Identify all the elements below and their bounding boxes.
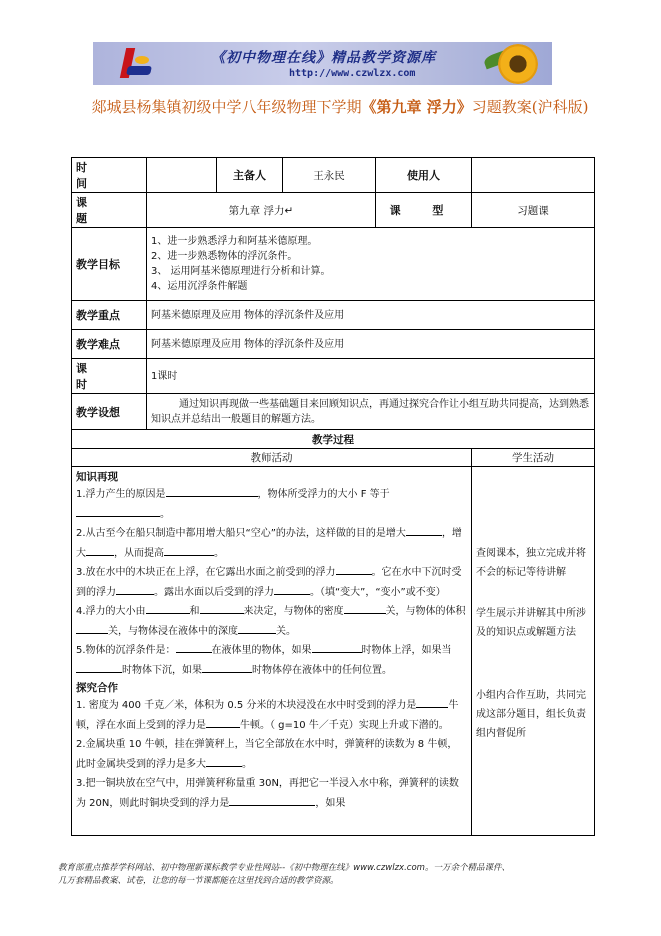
- logo-icon: [119, 48, 153, 80]
- title-part-2: 《第九章 浮力》: [361, 98, 472, 116]
- student-note: 小组内合作互助，共同完成这部分题目，组长负责组内督促所: [476, 690, 586, 739]
- user-value: [472, 158, 595, 193]
- type-label: 课 型: [376, 193, 472, 228]
- row-activity-headers: [72, 449, 595, 467]
- footer-line-1: 教育部重点推荐学科网站、初中物理新课标教学专业性网站--《初中物理在线》www.czwlzx.com。一万余个精品课件、: [58, 863, 510, 873]
- header-banner: [93, 42, 552, 85]
- goal-item: 3、 运用阿基米德原理进行分析和计算。: [151, 266, 331, 277]
- goals-label: 教学目标: [72, 228, 147, 301]
- time-value: [147, 158, 217, 193]
- row-process-title: [72, 430, 595, 449]
- question-2: 2.从古至今在船只制造中都用增大船只“空心”的办法，这样做的目的是增大 ，增大 ，从而提高 。: [76, 524, 467, 563]
- page-title: [60, 92, 620, 122]
- goal-item: 4、运用沉浮条件解题: [151, 281, 248, 292]
- key-points-value: 阿基米德原理及应用 物体的浮沉条件及应用: [147, 301, 595, 330]
- student-note: 学生展示并讲解其中所涉及的知识点或解题方法: [476, 608, 586, 638]
- difficulties-value: 阿基米德原理及应用 物体的浮沉条件及应用: [147, 330, 595, 359]
- process-title: 教学过程: [72, 430, 595, 449]
- banner-title: 《初中物理在线》精品教学资源库: [211, 50, 436, 66]
- title-part-3: 习题教案(沪科版): [471, 98, 589, 116]
- lesson-plan-table: [71, 157, 595, 836]
- explore-3: 3.把一铜块放在空气中，用弹簧秤称量重 30N，再把它一半浸入水中称，弹簧秤的读数为 20N，则此时铜块受到的浮力是 ，如果: [76, 778, 459, 809]
- student-activity: [472, 467, 595, 836]
- section-knowledge: 知识再现: [76, 471, 118, 483]
- explore-2: 2.金属块重 10 牛顿，挂在弹簧秤上，当它全部放在水中时，弹簧秤的读数为 8 牛顿，此时金属块受到的浮力是多大 。: [76, 739, 458, 770]
- section-explore: 探究合作: [76, 682, 118, 694]
- sunflower-icon: [498, 44, 548, 84]
- title-part-1: 郯城县杨集镇初级中学八年级物理下学期: [91, 98, 362, 116]
- preparer-value: 王永民: [283, 158, 376, 193]
- row-design: [72, 394, 595, 430]
- row-time: [72, 158, 595, 193]
- banner-url[interactable]: http://www.czwlzx.com: [289, 68, 416, 79]
- goal-item: 2、进一步熟悉物体的浮沉条件。: [151, 251, 298, 262]
- question-3: 3.放在水中的木块正在上浮，在它露出水面之前受到的浮力 。它在水中下沉时受到的浮力 。露出水面以后受到的浮力 。（填“变大”，“变小”或不变）: [76, 563, 467, 602]
- question-4: 4.浮力的大小由 和 来决定，与物体的密度 关，与物体的体积关，与物体浸在液体中的深度 关。: [76, 602, 467, 641]
- hours-value: 1课时: [147, 359, 595, 394]
- row-difficulties: [72, 330, 595, 359]
- row-key-points: [72, 301, 595, 330]
- topic-label: 课 题: [72, 193, 147, 228]
- difficulties-label: 教学难点: [72, 330, 147, 359]
- question-5: 5.物体的沉浮条件是： 在液体里的物体，如果 时物体上浮，如果当时物体下沉，如果 时物体停在液体中的任何位置。: [76, 641, 467, 680]
- design-value: 通过知识再现做一些基础题目来回顾知识点，再通过探究合作让小组互助共同提高，达到熟悉知识点并总结出一般题目的解题方法。: [147, 394, 595, 430]
- time-label: 时 间: [72, 158, 147, 193]
- teacher-activity: [72, 467, 472, 836]
- question-1: 1.浮力产生的原因是 ，物体所受浮力的大小 F 等于 。: [76, 485, 467, 524]
- student-header: 学生活动: [472, 449, 595, 467]
- explore-1: 1. 密度为 400 千克／米，体积为 0.5 分米的木块浸没在水中时受到的浮力是 牛顿，浮在水面上受到的浮力是 牛顿。（ g=10 牛／千克）实现上升或下潜的。: [76, 696, 467, 735]
- preparer-label: 主备人: [217, 158, 283, 193]
- goals-list: [147, 228, 595, 301]
- row-hours: [72, 359, 595, 394]
- goal-item: 1、进一步熟悉浮力和阿基米德原理。: [151, 236, 318, 247]
- user-label: 使用人: [376, 158, 472, 193]
- key-points-label: 教学重点: [72, 301, 147, 330]
- teacher-header: 教师活动: [72, 449, 472, 467]
- row-topic: [72, 193, 595, 228]
- row-process: [72, 467, 595, 836]
- student-note: 查阅课本，独立完成并将不会的标记等待讲解: [476, 548, 586, 578]
- topic-value: 第九章 浮力↵: [147, 193, 376, 228]
- design-label: 教学设想: [72, 394, 147, 430]
- footer: [58, 862, 618, 888]
- type-value: 习题课: [472, 193, 595, 228]
- row-goals: [72, 228, 595, 301]
- footer-line-2: 几万套精品教案、试卷，让您的每一节课都能在这里找到合适的教学资源。: [58, 876, 339, 886]
- hours-label: 课 时: [72, 359, 147, 394]
